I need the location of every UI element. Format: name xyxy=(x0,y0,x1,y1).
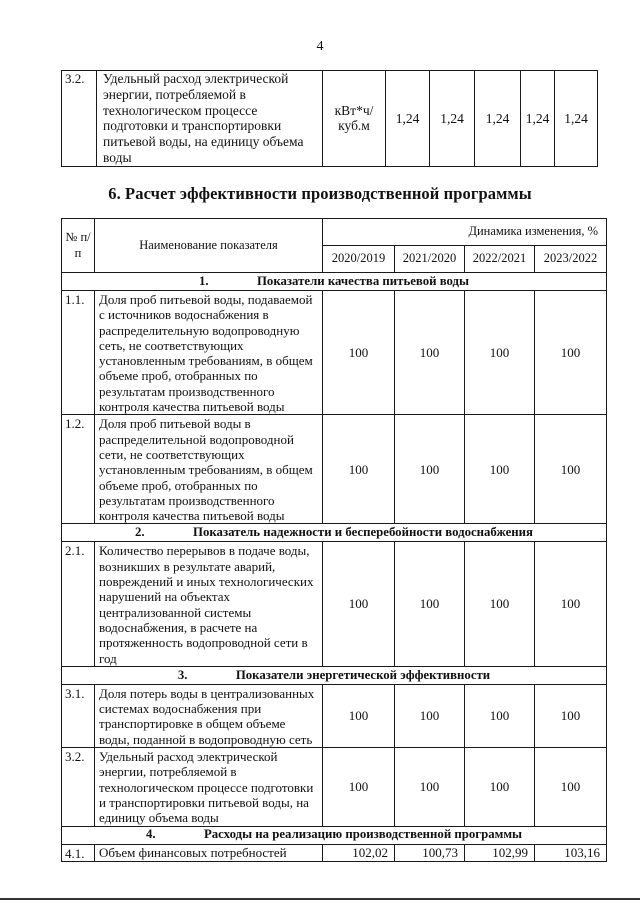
value-cell: 103,16 xyxy=(535,844,607,862)
value-cell: 100 xyxy=(465,415,535,524)
section-row xyxy=(62,666,607,684)
table-row xyxy=(62,748,607,826)
section-label: Расходы на реализацию производственной программы xyxy=(203,827,523,842)
indicator-name: Объем финансовых потребностей xyxy=(95,844,323,862)
value-cell: 100 xyxy=(535,748,607,826)
table-row xyxy=(62,684,607,747)
table-row xyxy=(62,415,607,524)
value-cell: 102,99 xyxy=(465,844,535,862)
section-label: Показатель надежности и бесперебойности водоснабжения xyxy=(193,525,533,540)
row-number: 1.2. xyxy=(62,415,95,524)
section-number: 1. xyxy=(198,273,209,288)
value-cell: 100 xyxy=(465,748,535,826)
table-row xyxy=(62,291,607,415)
section-label: Показатели качества питьевой воды xyxy=(256,273,470,288)
row-number: 2.1. xyxy=(62,542,95,666)
row-number: 3.2. xyxy=(62,71,97,167)
value-cell: 100 xyxy=(323,748,395,826)
efficiency-table xyxy=(61,218,607,862)
value-cell: 1,24 xyxy=(430,71,475,167)
value-cell: 100 xyxy=(395,684,465,747)
value-cell: 100 xyxy=(395,748,465,826)
value-cell: 1,24 xyxy=(521,71,555,167)
value-cell: 1,24 xyxy=(475,71,521,167)
value-cell: 100 xyxy=(323,684,395,747)
table-row xyxy=(62,844,607,862)
header-year: 2022/2021 xyxy=(465,246,535,273)
value-cell: 100 xyxy=(395,415,465,524)
header-year: 2020/2019 xyxy=(323,246,395,273)
section-number: 2. xyxy=(135,525,145,540)
section-label: Показатели энергетической эффективности xyxy=(235,667,491,682)
row-number: 3.2. xyxy=(62,748,95,826)
indicator-name: Удельный расход электрической энергии, потребляемой в технологическом процессе подготовки и транспортировки питьевой воды, на единицу объема воды xyxy=(95,748,323,826)
value-cell: 100 xyxy=(395,291,465,415)
unit-cell: кВт*ч/ куб.м xyxy=(323,71,386,167)
value-cell: 100 xyxy=(465,542,535,666)
value-cell: 100 xyxy=(323,542,395,666)
value-cell: 100 xyxy=(535,684,607,747)
value-cell: 100 xyxy=(465,291,535,415)
section-heading xyxy=(62,524,607,542)
section-number: 3. xyxy=(177,667,188,682)
section-heading xyxy=(62,273,607,291)
header-year: 2023/2022 xyxy=(535,246,607,273)
value-cell: 100 xyxy=(323,291,395,415)
value-cell: 100 xyxy=(395,542,465,666)
page-bottom-rule xyxy=(0,898,640,900)
value-cell: 100 xyxy=(535,291,607,415)
row-number: 4.1. xyxy=(62,844,95,862)
header-num: № п/п xyxy=(62,219,95,273)
section-heading xyxy=(62,826,607,844)
table-row xyxy=(62,542,607,666)
value-cell: 100,73 xyxy=(395,844,465,862)
indicator-name: Количество перерывов в подаче воды, возникших в результате аварий, повреждений и иных технологических нарушений на объектах централизованной системы водоснабжения, в расчете на протяженность водопроводной сети в год xyxy=(95,542,323,666)
header-dynamics: Динамика изменения, % xyxy=(323,219,607,246)
row-number: 1.1. xyxy=(62,291,95,415)
section-row xyxy=(62,524,607,542)
indicator-name: Доля потерь воды в централизованных системах водоснабжения при транспортировке в общем объеме воды, поданной в водопроводную сеть xyxy=(95,684,323,747)
section-row xyxy=(62,273,607,291)
value-cell: 100 xyxy=(535,542,607,666)
row-number: 3.1. xyxy=(62,684,95,747)
top-continuation-table xyxy=(61,70,598,167)
value-cell: 1,24 xyxy=(386,71,430,167)
value-cell: 100 xyxy=(535,415,607,524)
indicator-name: Удельный расход электрической энергии, потребляемой в технологическом процессе подготовки и транспортировки питьевой воды, на единицу объема воды xyxy=(97,71,323,167)
header-year: 2021/2020 xyxy=(395,246,465,273)
value-cell: 100 xyxy=(465,684,535,747)
indicator-name: Доля проб питьевой воды в распределительной водопроводной сети, не соответствующих установленным требованиям, в общем объеме проб, отобранных по результатам производственного контроля качества питьевой воды xyxy=(95,415,323,524)
section-title: 6. Расчет эффективности производственной программы xyxy=(108,184,532,203)
section-row xyxy=(62,826,607,844)
value-cell: 102,02 xyxy=(323,844,395,862)
value-cell: 100 xyxy=(323,415,395,524)
section-number: 4. xyxy=(145,827,156,842)
header-row xyxy=(62,219,607,246)
header-name: Наименование показателя xyxy=(95,219,323,273)
value-cell: 1,24 xyxy=(555,71,598,167)
indicator-name: Доля проб питьевой воды, подаваемой с источников водоснабжения в распределительную водопроводную сеть, не соответствующих установленным требованиям, в общем объеме проб, отобранных по результатам производственного контроля качества питьевой воды xyxy=(95,291,323,415)
table-row xyxy=(62,71,598,167)
page-number: 4 xyxy=(316,39,324,54)
section-heading xyxy=(62,666,607,684)
